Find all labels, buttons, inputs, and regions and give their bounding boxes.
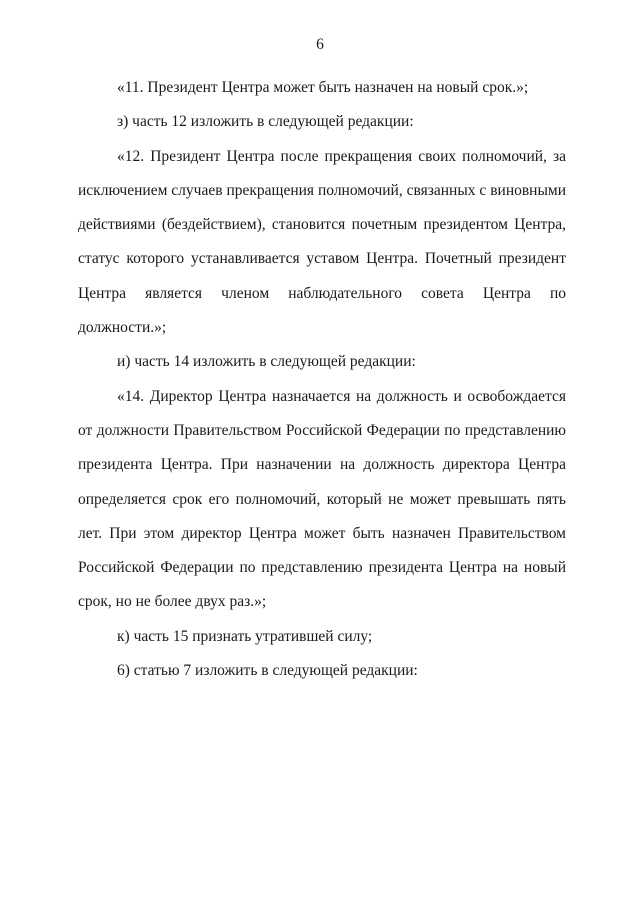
page-number: 6 — [316, 36, 324, 53]
paragraph-clause-12-quote: «12. Президент Центра после прекращения своих полномочий, за исключением случаев прекращения полномочий, связанных с виновными действиями (бездействием), становится почетным президентом Центра, статус которого устанавливается уставом Центра. Почетный президент Центра является членом наблюдательного совета Центра по должности.»; — [78, 147, 566, 337]
paragraph-amendment-z: з) часть 12 изложить в следующей редакции: — [117, 113, 414, 131]
document-body — [78, 71, 566, 688]
paragraph-clause-14-quote: «14. Директор Центра назначается на должность и освобождается от должности Правительством Российской Федерации по представлению президента Центра. При назначении на должность директора Центра определяется срок его полномочий, который не может превышать пять лет. При этом директор Центра может быть назначен Правительством Российской Федерации по представлению президента Центра на новый срок, но не более двух раз.»; — [78, 387, 566, 611]
paragraph-amendment-i: и) часть 14 изложить в следующей редакции: — [117, 353, 416, 371]
paragraph-amendment-k: к) часть 15 признать утратившей силу; — [117, 627, 373, 645]
paragraph-amendment-6: 6) статью 7 изложить в следующей редакции: — [117, 662, 418, 680]
paragraph-clause-11-quote: «11. Президент Центра может быть назначен на новый срок.»; — [117, 79, 529, 96]
